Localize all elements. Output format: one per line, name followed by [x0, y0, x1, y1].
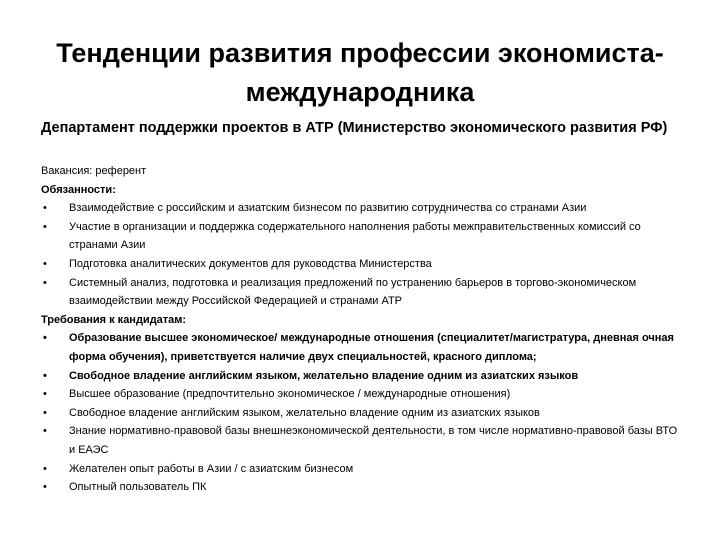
requirement-text: Опытный пользователь ПК [69, 481, 207, 494]
duty-text: Подготовка аналитических документов для руководства Министерства [69, 257, 432, 270]
requirement-text: Свободное владение английским языком, желательно владение одним из азиатских языков [69, 369, 579, 382]
requirement-text: Свободное владение английским языком, желательно владение одним из азиатских языков [69, 406, 540, 419]
requirement-text: Знание нормативно-правовой базы внешнеэкономической деятельности, в том числе нормативно-правовой базы ВТО и ЕАЭС [69, 425, 678, 456]
bullet-icon: • [43, 257, 47, 270]
list-item [41, 460, 681, 479]
bullet-icon: • [43, 202, 47, 215]
list-item [41, 422, 681, 459]
slide-title-line-2: международника [245, 77, 475, 107]
list-item [41, 274, 681, 311]
requirement-text: Высшее образование (предпочтительно экономическое / международные отношения) [69, 388, 511, 401]
bullet-icon: • [43, 425, 47, 438]
duties-list [41, 199, 681, 311]
list-item [41, 329, 681, 366]
slide-title [20, 34, 700, 112]
bullet-icon: • [43, 332, 47, 345]
bullet-icon: • [43, 388, 47, 401]
requirements-list [41, 329, 681, 496]
slide-body [41, 162, 681, 497]
slide-title-line-1: Тенденции развития профессии экономиста- [56, 38, 664, 68]
list-item [41, 478, 681, 497]
vacancy-line: Вакансия: референт [41, 165, 147, 177]
requirement-text: Образование высшее экономическое/ международные отношения (специалитет/магистратура, дневная очная форма обучения), приветствуется наличие двух специальностей, красного диплома; [69, 332, 674, 363]
bullet-icon: • [43, 276, 47, 289]
bullet-icon: • [43, 462, 47, 475]
list-item [41, 404, 681, 423]
list-item [41, 199, 681, 218]
bullet-icon: • [43, 481, 47, 494]
bullet-icon: • [43, 369, 47, 382]
bullet-icon: • [43, 406, 47, 419]
requirement-text: Желателен опыт работы в Азии / с азиатским бизнесом [69, 462, 354, 475]
duty-text: Участие в организации и поддержка содержательного наполнения работы межправительственных комиссий со странами Азии [69, 220, 641, 252]
duties-heading: Обязанности: [41, 183, 116, 196]
requirements-heading: Требования к кандидатам: [41, 313, 187, 326]
list-item [41, 385, 681, 404]
duty-text: Системный анализ, подготовка и реализация предложений по устранению барьеров в торгово-экономическом взаимодействии между Российской Федерацией и странами АТР [69, 276, 637, 308]
list-item [41, 367, 681, 386]
duty-text: Взаимодействие с российским и азиатским бизнесом по развитию сотрудничества со странами Азии [69, 202, 587, 215]
department-heading: Департамент поддержки проектов в АТР (Министерство экономического развития РФ) [41, 120, 668, 136]
list-item [41, 255, 681, 274]
bullet-icon: • [43, 220, 47, 233]
list-item [41, 218, 681, 255]
